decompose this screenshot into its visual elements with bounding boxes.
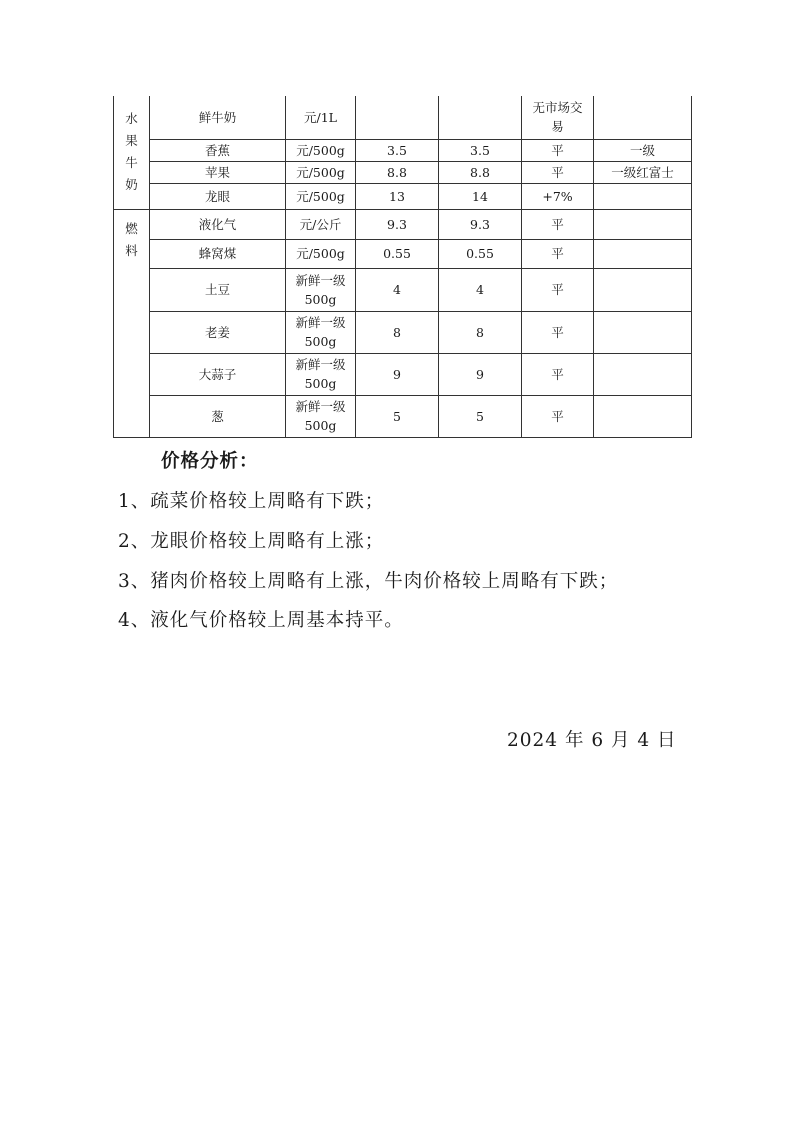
change-value: 平 <box>522 395 594 437</box>
item-unit <box>286 395 356 437</box>
analysis-item: 3、猪肉价格较上周略有上涨，牛肉价格较上周略有下跌； <box>118 571 619 592</box>
change-value: 平 <box>522 311 594 353</box>
item-name: 蜂窝煤 <box>150 239 286 268</box>
item-name: 龙眼 <box>150 183 286 209</box>
note-value <box>594 268 692 311</box>
item-unit <box>286 353 356 395</box>
item-unit <box>286 311 356 353</box>
note-value <box>594 353 692 395</box>
table-row <box>114 139 692 161</box>
note-value <box>594 96 692 139</box>
table-row <box>114 268 692 311</box>
curr-price: 0.55 <box>439 239 522 268</box>
category-cell-fuel <box>114 209 150 437</box>
table-row <box>114 395 692 437</box>
note-value: 一级 <box>594 139 692 161</box>
curr-price: 14 <box>439 183 522 209</box>
note-value <box>594 183 692 209</box>
category-char: 果 <box>125 133 138 149</box>
analysis-item: 2、龙眼价格较上周略有上涨； <box>118 531 385 552</box>
note-value: 一级红富士 <box>594 161 692 183</box>
item-name: 土豆 <box>150 268 286 311</box>
change-value: 平 <box>522 268 594 311</box>
curr-price: 5 <box>439 395 522 437</box>
table-row <box>114 183 692 209</box>
prev-price: 9.3 <box>356 209 439 239</box>
prev-price: 4 <box>356 268 439 311</box>
change-value: 平 <box>522 161 594 183</box>
table-row <box>114 239 692 268</box>
curr-price: 8.8 <box>439 161 522 183</box>
table-row <box>114 209 692 239</box>
table-row <box>114 161 692 183</box>
note-value <box>594 395 692 437</box>
unit-text: 新鲜一级500g <box>295 315 346 349</box>
note-value <box>594 311 692 353</box>
price-table <box>113 96 692 438</box>
item-name: 液化气 <box>150 209 286 239</box>
curr-price: 3.5 <box>439 139 522 161</box>
item-name: 鲜牛奶 <box>150 96 286 139</box>
item-unit: 元/500g <box>286 139 356 161</box>
change-value: 平 <box>522 239 594 268</box>
item-name: 葱 <box>150 395 286 437</box>
change-value: +7% <box>522 183 594 209</box>
table-row <box>114 311 692 353</box>
unit-text: 新鲜一级500g <box>295 399 346 433</box>
item-unit: 元/500g <box>286 183 356 209</box>
curr-price: 4 <box>439 268 522 311</box>
document-date: 2024 年 6 月 4 日 <box>507 730 677 751</box>
change-value: 平 <box>522 139 594 161</box>
prev-price: 8 <box>356 311 439 353</box>
analysis-item: 4、液化气价格较上周基本持平。 <box>118 610 404 631</box>
item-unit: 元/500g <box>286 239 356 268</box>
prev-price: 5 <box>356 395 439 437</box>
change-text: 无市场交易 <box>532 100 583 135</box>
item-unit: 元/500g <box>286 161 356 183</box>
change-value: 平 <box>522 209 594 239</box>
analysis-item: 1、疏菜价格较上周略有下跌； <box>118 491 385 512</box>
prev-price: 9 <box>356 353 439 395</box>
prev-price: 3.5 <box>356 139 439 161</box>
category-char: 燃 <box>125 220 138 236</box>
note-value <box>594 239 692 268</box>
item-name: 香蕉 <box>150 139 286 161</box>
unit-text: 新鲜一级500g <box>295 357 346 391</box>
curr-price: 8 <box>439 311 522 353</box>
category-char: 奶 <box>125 177 138 193</box>
note-value <box>594 209 692 239</box>
curr-price: 9.3 <box>439 209 522 239</box>
analysis-title: 价格分析： <box>161 451 259 472</box>
prev-price <box>356 96 439 139</box>
item-unit <box>286 268 356 311</box>
unit-text: 新鲜一级500g <box>295 272 346 307</box>
table-row <box>114 353 692 395</box>
prev-price: 8.8 <box>356 161 439 183</box>
item-name: 大蒜子 <box>150 353 286 395</box>
table-row <box>114 96 692 139</box>
item-unit: 元/1L <box>286 96 356 139</box>
category-cell-fruit-milk <box>114 96 150 209</box>
prev-price: 13 <box>356 183 439 209</box>
curr-price: 9 <box>439 353 522 395</box>
prev-price: 0.55 <box>356 239 439 268</box>
category-char: 水 <box>125 111 138 127</box>
item-name: 苹果 <box>150 161 286 183</box>
category-char: 料 <box>125 242 138 258</box>
item-name: 老姜 <box>150 311 286 353</box>
change-value: 平 <box>522 353 594 395</box>
category-char: 牛 <box>125 155 138 171</box>
curr-price <box>439 96 522 139</box>
item-unit: 元/公斤 <box>286 209 356 239</box>
change-value <box>522 96 594 139</box>
